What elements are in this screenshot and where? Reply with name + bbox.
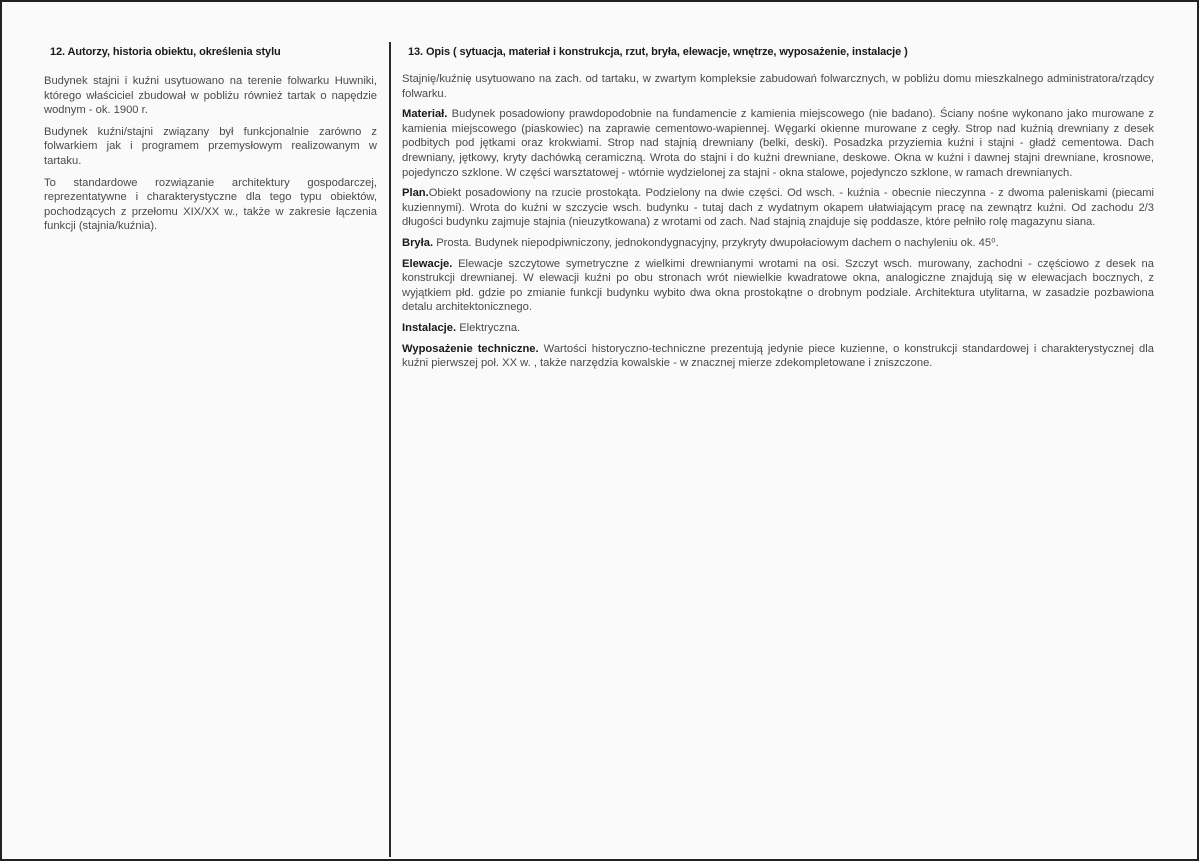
form-paragraph <box>402 236 1154 251</box>
left-column <box>44 46 377 241</box>
intro-paragraph: Stajnię/kuźnię usytuowano na zach. od tartaku, w zwartym kompleksie zabudowań folwarcznych, w pobliżu domu mieszkalnego administratora/rządcy folwarku. <box>402 73 1154 100</box>
installations-paragraph <box>402 321 1154 336</box>
form-label: Bryła. <box>402 236 434 249</box>
plan-paragraph <box>402 186 1154 230</box>
material-text: Budynek posadowiony prawdopodobnie na fundamencie z kamienia miejscowego (nie badano). Ściany nośne wykonano jako murowane z kamienia miejscowego (piaskowiec) na zaprawie cementowo-wapiennej. Węgarki okienne murowane z cegły. Strop nad kuźnią drewniany z desek podbitych pod jętkami oraz krokwiami. Strop nad stajnią drewniany (belki, deski). Posadzka przyziemia kuźni i stajni - gładź cementowa. Dach drewniany, jętkowy, kryty dachówką ceramiczną. Wrota do stajni i do kuźni drewniane, deskowe. Okna w kuźni i dawnej stajni drewniane, krosnowe, pojedynczo szklone. W części warsztatowej - wtórnie wydzielonej za stajni - okna stalowe, pojedynczo szklone, w ramach drewnianych. <box>402 108 1154 179</box>
material-paragraph <box>402 107 1154 180</box>
installations-text: Elektryczna. <box>456 321 521 334</box>
history-paragraph: To standardowe rozwiązanie architektury gospodarczej, reprezentatywne i charakterystyczne dla tego typu obiektów, pochodzących z przełomu XIX/XX w., także w zakresie łączenia funkcji (stajnia/kuźnia). <box>44 176 377 233</box>
installations-label: Instalacje. <box>402 321 457 334</box>
equipment-paragraph <box>402 342 1154 371</box>
history-paragraph: Budynek stajni i kuźni usytuowano na terenie folwarku Huwniki, którego właściciel zbudował w pobliżu również tartak o napędzie wodnym - ok. 1900 r. <box>44 75 377 117</box>
equipment-label: Wyposażenie techniczne. <box>402 342 539 355</box>
equipment-text: Wartości historyczno-techniczne prezentują jedynie piece kuzienne, o konstrukcji standardowej i charakterystycznej dla kuźni pierwszej poł. XX w. , także narzędzia kowalskie - w znacznej mierze zdekompletowane i zniszczone. <box>402 342 1154 370</box>
history-paragraph: Budynek kuźni/stajni związany był funkcjonalnie zarówno z folwarkiem jak i programem przemysłowym realizowanym w tartaku. <box>44 125 377 167</box>
material-label: Materiał. <box>402 108 448 121</box>
column-divider <box>389 42 391 857</box>
elevations-paragraph <box>402 257 1154 315</box>
section-13-heading: 13. Opis ( sytuacja, materiał i konstrukcja, rzut, bryła, elewacje, wnętrze, wyposażenie, instalacje ) <box>408 46 908 58</box>
plan-label: Plan. <box>402 187 429 200</box>
form-text: Prosta. Budynek niepodpiwniczony, jednokondygnacyjny, przykryty dwupołaciowym dachem o nachyleniu ok. 45⁰. <box>433 236 999 249</box>
right-column <box>402 46 1154 377</box>
section-12-heading: 12. Autorzy, historia obiektu, określenia stylu <box>50 46 281 58</box>
elevations-label: Elewacje. <box>402 257 453 270</box>
elevations-text: Elewacje szczytowe symetryczne z wielkimi drewnianymi wrotami na osi. Szczyt wsch. murowany, zachodni - częściowo z desek na konstrukcji drewnianej. W elewacji kuźni po obu stronach wrót niewielkie kwadratowe okna, analogiczne znajdują się w elewacjach bocznych, z wyjątkiem płd. gdzie po zmianie funkcji budynku wybito dwa okna prostokątne o drobnym podziale. Architektura utylitarna, w zasadzie pozbawiona detalu architektonicznego. <box>402 257 1154 314</box>
plan-text: Obiekt posadowiony na rzucie prostokąta. Podzielony na dwie części. Od wsch. - kuźnia - obecnie nieczynna - z dwoma paleniskami (piecami kuziennymi). Wrota do kuźni w szczycie wsch. budynku - tutaj dach z wydatnym okapem ułatwiającym pracę na zewnątrz kuźni. Od zachodu 2/3 długości budynku zajmuje stajnia (nieuzytkowana) z wrotami od zach. Nad stajnią znajduje się poddasze, które pełniło rolę magazynu siana. <box>402 187 1154 229</box>
